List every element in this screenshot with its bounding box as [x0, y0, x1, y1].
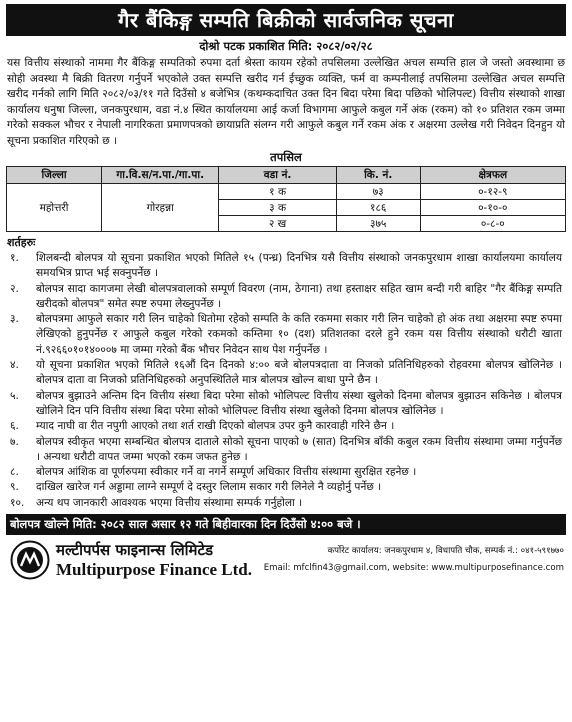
table-row: [7, 184, 566, 200]
header-municipality: गा.वि.स/न.पा./गा.पा.: [102, 167, 219, 184]
cell-ward: १ क: [219, 184, 336, 200]
term-number: ३.: [10, 313, 19, 326]
list-item: [6, 358, 566, 389]
terms-title: शर्तहरुः: [7, 236, 36, 249]
term-number: १०.: [10, 496, 25, 509]
term-text: बोलपत्र आंशिक वा पूर्णरुपमा स्वीकार गर्ने वा नगर्ने सम्पूर्ण अधिकार वित्तीय संस्थामा सुरक्षित रहनेछ ।: [36, 466, 417, 479]
property-table: [6, 166, 566, 232]
term-text: म्याद नाघी वा रीत नपुगी आएको तथा शर्त राखी दिएको बोलपत्र उपर कुनै कारवाही गरिने छैन ।: [36, 420, 395, 433]
cell-kitta: ७३: [336, 184, 420, 200]
corporate-office: कर्पोरेट कार्यालय: जनकपुरधाम ४, विधापति चौक, सम्पर्क नं.: ०४१-५९१७७०: [327, 546, 564, 557]
list-item: [6, 480, 566, 495]
list-item: [6, 435, 566, 466]
header-area: क्षेत्रफल: [420, 167, 565, 184]
term-number: ६.: [10, 420, 19, 433]
list-item: [6, 465, 566, 480]
opening-date-banner: बोलपत्र खोल्ने मिति: २०८२ साल असार १२ गते बिहीवारका दिन दिउँसो ४:०० बजे ।: [6, 514, 566, 535]
list-item: [6, 389, 566, 420]
notice-title: गैर बैंकिङ्ग सम्पति बिक्रीको सार्वजनिक सूचना: [6, 4, 566, 36]
company-contact: [264, 543, 566, 577]
company-name-nepali: मल्टीपर्पस फाइनान्स लिमिटेड: [56, 540, 214, 559]
header-ward: वडा नं.: [219, 167, 336, 184]
cell-kitta: ३७५: [336, 216, 420, 232]
header-district: जिल्ला: [7, 167, 102, 184]
email-website: Email: mfclfin43@gmail.com, website: www.multipurposefinance.com: [263, 563, 564, 574]
intro-paragraph: यस वित्तीय संस्थाको नाममा गैर बैंकिङ्ग सम्पतिको रुपमा दर्ता श्रेस्ता कायम रहेको तपसिलमा उल्लेखित अचल सम्पत्ति हाल जे जस्तो अवस्थामा छ सोही अवस्था मै बिक्री वितरण गर्नुपर्ने भएकोले उक्त सम्पत्ति खरीद गर्न ईच्छुक व्यक्ति, फर्म वा कम्पनीलाई तपसिलमा उल्लेखित अचल सम्पत्ति खरीद गर्नको लागि मिति २०८२/०३/११ गते दिउँसो ४ बजेभित्र (कथम्कदाचित उक्त दिन बिदा परेमा बिदा पछिको भोलिपल्ट) वित्तीय संस्थाको शाखा कार्यालय धनुषा जिल्ला, जनकपुरधाम, वडा नं.४ स्थित कार्यालयमा आई कर्जा विभागमा आफुले कबुल गर्ने अंक (रकम) को १० प्रतिशत रकम जम्मा गरेको सक्कल भौचर र नेपाली नागरिकता प्रमाणपत्रको छायाप्रति संलग्न गरी आफुले कबुल गर्ने रकम अंक र अक्षरमा उल्लेख गरी निवेदन दिनहुन यो सूचना प्रकाशित गरिएको छ ।: [7, 57, 565, 147]
cell-district: महोत्तरी: [7, 184, 102, 232]
term-text: बोलपत्र सादा कागजमा लेखी बोलपत्रवालाको सम्पूर्ण विवरण (नाम, ठेगाना) तथा हस्ताक्षर सहित खाम बन्दी गरी बाहिर "गैर बैंकिङ्ग सम्पति खरीदको बोलपत्र" समेत स्पष्ट रुपमा लेख्नुपर्नेछ ।: [36, 282, 562, 310]
term-number: १.: [10, 252, 19, 264]
list-item: [6, 419, 566, 434]
term-text: यो सूचना प्रकाशित भएको मितिले १६औं दिन दिनको ४:०० बजे बोलपत्रदाता वा निजको प्रतिनिधिहरुको रोहवरमा बोलपत्र खोलिनेछ । बोलपत्र दाता वा निजको प्रतिनिधिहरुको अनुपस्थितिले मात्र बोलपत्र खोल्न बाधा पुग्ने छैन ।: [36, 359, 562, 387]
cell-municipality: गोरहन्ना: [102, 184, 219, 232]
table-header-row: [7, 167, 566, 184]
term-text: बोलपत्र स्वीकृत भएमा सम्बन्धित बोलपत्र दाताले सोको सूचना पाएको ७ (सात) दिनभित्र बाँकी कबुल रकम वित्तीय संस्थामा जम्मा गर्नुपर्नेछ । अन्यथा धरौटी वापत जम्मा भएको रकम जफत हुनेछ ।: [36, 435, 562, 463]
term-number: ७.: [10, 435, 19, 448]
cell-area: ०-१०-०: [420, 200, 565, 216]
list-item: [6, 312, 566, 358]
cell-area: ०-८-०: [420, 216, 565, 232]
term-number: ९.: [10, 481, 19, 494]
company-names: [56, 541, 252, 580]
schedule-title: तपसिल: [270, 150, 302, 164]
list-item: [6, 282, 566, 313]
cell-ward: २ ख: [219, 216, 336, 232]
company-name-english: Multipurpose Finance Ltd.: [56, 559, 252, 579]
term-number: ४.: [10, 359, 19, 372]
terms-list: [6, 251, 566, 511]
cell-area: ०-१२-९: [420, 184, 565, 200]
term-text: दाखिल खारेज गर्न अड्डामा लाग्ने सम्पूर्ण दे दस्तुर लिलाम सकार गरी लिनेले नै व्यहोर्नु पर्नेछ ।: [36, 481, 382, 494]
term-number: २.: [10, 282, 19, 295]
list-item: [6, 496, 566, 511]
company-footer: [6, 535, 566, 580]
term-number: ८.: [10, 466, 19, 479]
term-text: शिलबन्दी बोलपत्र यो सूचना प्रकाशित भएको मितिले १५ (पन्ध्र) दिनभित्र यसै वित्तीय संस्थाको जनकपुरधाम शाखा कार्यालयमा कार्यालय समयभित्र प्राप्त भई सक्नुपर्नेछ ।: [36, 252, 562, 280]
term-number: ५.: [10, 389, 19, 402]
term-text: बोलपत्रमा आफुले सकार गरी लिन चाहेको धितोमा रहेको सम्पति के कति रकममा सकार गरी लिन चाहेको हो अंक तथा अक्षरमा स्पष्ट रुपमा लेखिएको हुनुपर्नेछ र आफुले कबुल गरेको रकमको कम्तिमा १० (दश) प्रतिशतका दरले हुने रकम यस वित्तीय संस्थाको धरौटी खाता नं.९२६६०१०१४०००७ मा जम्मा गरेको बैंक भौचर निवेदन साथ पेश गर्नुपर्नेछ ।: [36, 313, 562, 356]
company-logo-icon: [10, 540, 50, 580]
term-text: अन्य थप जानकारी आवश्यक भएमा वित्तीय संस्थामा सम्पर्क गर्नुहोला ।: [36, 496, 303, 509]
list-item: [6, 251, 566, 282]
header-kitta: कि. नं.: [336, 167, 420, 184]
term-text: बोलपत्र बुझाउने अन्तिम दिन वित्तीय संस्था बिदा परेमा सोको भोलिपल्ट वित्तीय संस्था खुलेको दिनमा बोलपत्र बुझाउन सकिनेछ । बोलपत्र खोलिने दिन पनि वित्तीय संस्था बिदा परेमा सोको भोलिपल्ट वित्तीय संस्था खुलेको दिनमा बोलपत्र खोलिनेछ ।: [36, 389, 562, 417]
publication-date: दोश्रो पटक प्रकाशित मिति: २०८२/०२/२८: [199, 39, 373, 53]
cell-kitta: १८६: [336, 200, 420, 216]
cell-ward: ३ क: [219, 200, 336, 216]
